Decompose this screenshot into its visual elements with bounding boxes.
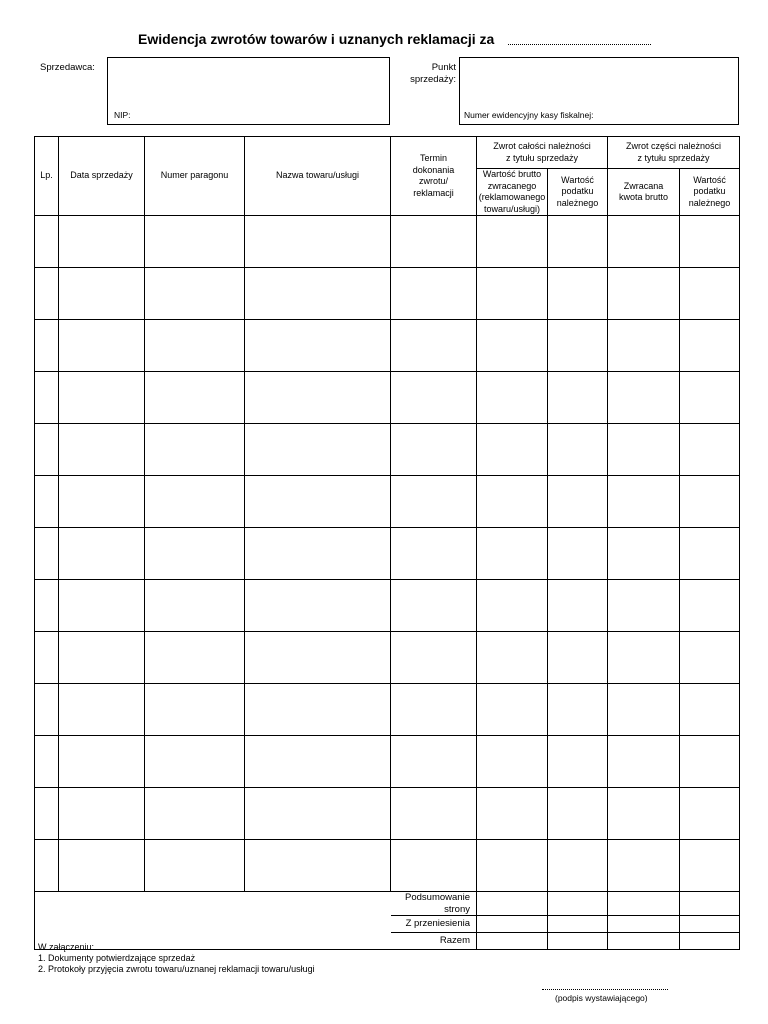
table-row bbox=[35, 736, 740, 788]
table-row bbox=[35, 528, 740, 580]
table-cell[interactable] bbox=[608, 268, 680, 320]
table-cell[interactable] bbox=[35, 840, 59, 892]
table-row bbox=[35, 268, 740, 320]
table-row bbox=[35, 372, 740, 424]
table-row bbox=[35, 632, 740, 684]
table-cell[interactable] bbox=[35, 268, 59, 320]
attachments-heading: W załączeniu: bbox=[38, 942, 95, 952]
table-cell[interactable] bbox=[245, 580, 391, 632]
table-cell[interactable] bbox=[608, 424, 680, 476]
table-cell[interactable] bbox=[477, 320, 548, 372]
table-cell[interactable] bbox=[548, 736, 608, 788]
header-full-gross-value: Wartość brutto zwracanego (reklamowanego towaru/usługi) bbox=[477, 169, 548, 216]
table-cell[interactable] bbox=[548, 424, 608, 476]
table-cell[interactable] bbox=[391, 580, 477, 632]
table-cell[interactable] bbox=[477, 736, 548, 788]
table-cell[interactable] bbox=[59, 528, 145, 580]
table-row bbox=[35, 320, 740, 372]
table-cell[interactable] bbox=[59, 320, 145, 372]
table-cell[interactable] bbox=[145, 268, 245, 320]
table-cell[interactable] bbox=[680, 580, 740, 632]
table-cell[interactable] bbox=[680, 372, 740, 424]
table-cell[interactable] bbox=[59, 840, 145, 892]
attachment-item-1: 1. Dokumenty potwierdzające sprzedaż bbox=[38, 953, 196, 963]
page-title: Ewidencja zwrotów towarów i uznanych reklamacji za bbox=[138, 31, 495, 47]
table-cell[interactable] bbox=[608, 580, 680, 632]
attachment-item-2: 2. Protokoły przyjęcia zwrotu towaru/uznanej reklamacji towaru/usługi bbox=[38, 964, 315, 974]
signature-field[interactable] bbox=[542, 989, 668, 990]
header-lp: Lp. bbox=[35, 137, 59, 216]
table-row bbox=[35, 788, 740, 840]
summary-label-total: Razem bbox=[391, 933, 477, 950]
table-cell[interactable] bbox=[59, 580, 145, 632]
table-cell[interactable] bbox=[548, 268, 608, 320]
table-cell[interactable] bbox=[391, 424, 477, 476]
table-cell[interactable] bbox=[35, 632, 59, 684]
table-cell[interactable] bbox=[59, 372, 145, 424]
table-cell[interactable] bbox=[245, 476, 391, 528]
table-cell[interactable] bbox=[35, 424, 59, 476]
table-cell[interactable] bbox=[391, 840, 477, 892]
table-cell[interactable] bbox=[245, 736, 391, 788]
summary-cell[interactable] bbox=[548, 892, 608, 916]
table-cell[interactable] bbox=[245, 840, 391, 892]
table-cell[interactable] bbox=[245, 684, 391, 736]
table-cell[interactable] bbox=[477, 788, 548, 840]
table-row bbox=[35, 424, 740, 476]
table-cell[interactable] bbox=[680, 684, 740, 736]
table-cell[interactable] bbox=[59, 424, 145, 476]
table-cell[interactable] bbox=[245, 320, 391, 372]
table-cell[interactable] bbox=[391, 736, 477, 788]
table-cell[interactable] bbox=[548, 372, 608, 424]
table-cell[interactable] bbox=[680, 736, 740, 788]
table-cell[interactable] bbox=[477, 684, 548, 736]
table-cell[interactable] bbox=[145, 632, 245, 684]
point-label-line1: Punkt bbox=[431, 62, 456, 73]
seller-label: Sprzedawca: bbox=[40, 62, 95, 73]
header-item-name: Nazwa towaru/usługi bbox=[245, 137, 391, 216]
seller-field[interactable] bbox=[107, 57, 390, 125]
table-cell[interactable] bbox=[145, 424, 245, 476]
table-cell[interactable] bbox=[59, 476, 145, 528]
header-partial-gross-amount: Zwracana kwota brutto bbox=[608, 169, 680, 216]
table-cell[interactable] bbox=[35, 788, 59, 840]
register-number-label: Numer ewidencyjny kasy fiskalnej: bbox=[464, 110, 594, 120]
table-cell[interactable] bbox=[680, 268, 740, 320]
table-cell[interactable] bbox=[391, 320, 477, 372]
table-cell[interactable] bbox=[391, 372, 477, 424]
table-cell[interactable] bbox=[608, 840, 680, 892]
table-cell[interactable] bbox=[608, 632, 680, 684]
table-cell[interactable] bbox=[59, 684, 145, 736]
table-cell[interactable] bbox=[59, 632, 145, 684]
summary-blank bbox=[35, 892, 391, 950]
header-deadline: Termin dokonania zwrotu/ reklamacji bbox=[391, 137, 477, 216]
table-cell[interactable] bbox=[391, 684, 477, 736]
table-cell[interactable] bbox=[477, 528, 548, 580]
table-cell[interactable] bbox=[391, 788, 477, 840]
table-cell[interactable] bbox=[680, 840, 740, 892]
table-cell[interactable] bbox=[145, 788, 245, 840]
table-cell[interactable] bbox=[35, 216, 59, 268]
header-full-vat-value: Wartość podatku należnego bbox=[548, 169, 608, 216]
table-cell[interactable] bbox=[35, 684, 59, 736]
period-field[interactable] bbox=[508, 44, 651, 45]
table-cell[interactable] bbox=[477, 580, 548, 632]
returns-table bbox=[34, 136, 740, 950]
table-cell[interactable] bbox=[608, 788, 680, 840]
table-cell[interactable] bbox=[35, 736, 59, 788]
table-cell[interactable] bbox=[680, 528, 740, 580]
table-cell[interactable] bbox=[59, 216, 145, 268]
point-label bbox=[396, 62, 456, 86]
table-cell[interactable] bbox=[608, 736, 680, 788]
header-sale-date: Data sprzedaży bbox=[59, 137, 145, 216]
table-cell[interactable] bbox=[608, 528, 680, 580]
table-cell[interactable] bbox=[548, 320, 608, 372]
table-cell[interactable] bbox=[35, 476, 59, 528]
nip-label: NIP: bbox=[114, 110, 131, 120]
table-cell[interactable] bbox=[548, 788, 608, 840]
table-cell[interactable] bbox=[245, 528, 391, 580]
table-cell[interactable] bbox=[608, 476, 680, 528]
table-cell[interactable] bbox=[477, 476, 548, 528]
header-partial-return-group: Zwrot części należności z tytułu sprzedaży bbox=[608, 137, 740, 169]
table-cell[interactable] bbox=[548, 684, 608, 736]
table-cell[interactable] bbox=[245, 424, 391, 476]
table-cell[interactable] bbox=[245, 216, 391, 268]
table-cell[interactable] bbox=[477, 216, 548, 268]
table-cell[interactable] bbox=[477, 840, 548, 892]
table-cell[interactable] bbox=[145, 684, 245, 736]
table-cell[interactable] bbox=[608, 216, 680, 268]
table-cell[interactable] bbox=[608, 320, 680, 372]
table-cell[interactable] bbox=[680, 788, 740, 840]
table-cell[interactable] bbox=[548, 840, 608, 892]
table-cell[interactable] bbox=[145, 476, 245, 528]
table-cell[interactable] bbox=[59, 268, 145, 320]
summary-cell[interactable] bbox=[608, 892, 680, 916]
table-cell[interactable] bbox=[245, 268, 391, 320]
table-cell[interactable] bbox=[245, 788, 391, 840]
table-cell[interactable] bbox=[680, 216, 740, 268]
summary-cell[interactable] bbox=[608, 916, 680, 933]
table-cell[interactable] bbox=[477, 372, 548, 424]
table-cell[interactable] bbox=[391, 476, 477, 528]
table-cell[interactable] bbox=[145, 580, 245, 632]
table-cell[interactable] bbox=[548, 528, 608, 580]
table-cell[interactable] bbox=[680, 424, 740, 476]
table-cell[interactable] bbox=[145, 216, 245, 268]
table-row bbox=[35, 840, 740, 892]
table-cell[interactable] bbox=[145, 372, 245, 424]
table-cell[interactable] bbox=[245, 372, 391, 424]
attachments-block bbox=[38, 942, 315, 975]
table-cell[interactable] bbox=[680, 632, 740, 684]
table-cell[interactable] bbox=[35, 580, 59, 632]
summary-cell[interactable] bbox=[477, 933, 548, 950]
summary-cell[interactable] bbox=[477, 892, 548, 916]
table-row bbox=[35, 684, 740, 736]
table-cell[interactable] bbox=[145, 320, 245, 372]
header-full-return-group: Zwrot całości należności z tytułu sprzedaży bbox=[477, 137, 608, 169]
table-cell[interactable] bbox=[477, 268, 548, 320]
table-cell[interactable] bbox=[391, 216, 477, 268]
table-cell[interactable] bbox=[608, 372, 680, 424]
table-cell[interactable] bbox=[35, 372, 59, 424]
table-cell[interactable] bbox=[391, 268, 477, 320]
table-cell[interactable] bbox=[608, 684, 680, 736]
summary-label-page: Podsumowanie strony bbox=[391, 892, 477, 916]
table-cell[interactable] bbox=[35, 528, 59, 580]
table-cell[interactable] bbox=[548, 216, 608, 268]
header-receipt-number: Numer paragonu bbox=[145, 137, 245, 216]
table-cell[interactable] bbox=[59, 736, 145, 788]
summary-row-page bbox=[35, 892, 740, 916]
table-cell[interactable] bbox=[477, 632, 548, 684]
table-row bbox=[35, 216, 740, 268]
table-cell[interactable] bbox=[548, 632, 608, 684]
table-cell[interactable] bbox=[548, 580, 608, 632]
signature-label: (podpis wystawiającego) bbox=[555, 993, 648, 1003]
table-cell[interactable] bbox=[245, 632, 391, 684]
summary-label-carried: Z przeniesienia bbox=[391, 916, 477, 933]
table-cell[interactable] bbox=[145, 840, 245, 892]
table-row bbox=[35, 580, 740, 632]
summary-cell[interactable] bbox=[680, 933, 740, 950]
summary-cell[interactable] bbox=[608, 933, 680, 950]
table-cell[interactable] bbox=[59, 788, 145, 840]
table-cell[interactable] bbox=[680, 476, 740, 528]
point-label-line2: sprzedaży: bbox=[410, 74, 456, 85]
table-cell[interactable] bbox=[477, 424, 548, 476]
header-partial-vat-value: Wartość podatku należnego bbox=[680, 169, 740, 216]
table-cell[interactable] bbox=[391, 632, 477, 684]
table-cell[interactable] bbox=[680, 320, 740, 372]
summary-cell[interactable] bbox=[680, 892, 740, 916]
table-cell[interactable] bbox=[35, 320, 59, 372]
table-cell[interactable] bbox=[145, 736, 245, 788]
table-cell[interactable] bbox=[548, 476, 608, 528]
summary-cell[interactable] bbox=[477, 916, 548, 933]
table-cell[interactable] bbox=[145, 528, 245, 580]
table-row bbox=[35, 476, 740, 528]
summary-cell[interactable] bbox=[548, 916, 608, 933]
summary-cell[interactable] bbox=[680, 916, 740, 933]
table-cell[interactable] bbox=[391, 528, 477, 580]
summary-cell[interactable] bbox=[548, 933, 608, 950]
